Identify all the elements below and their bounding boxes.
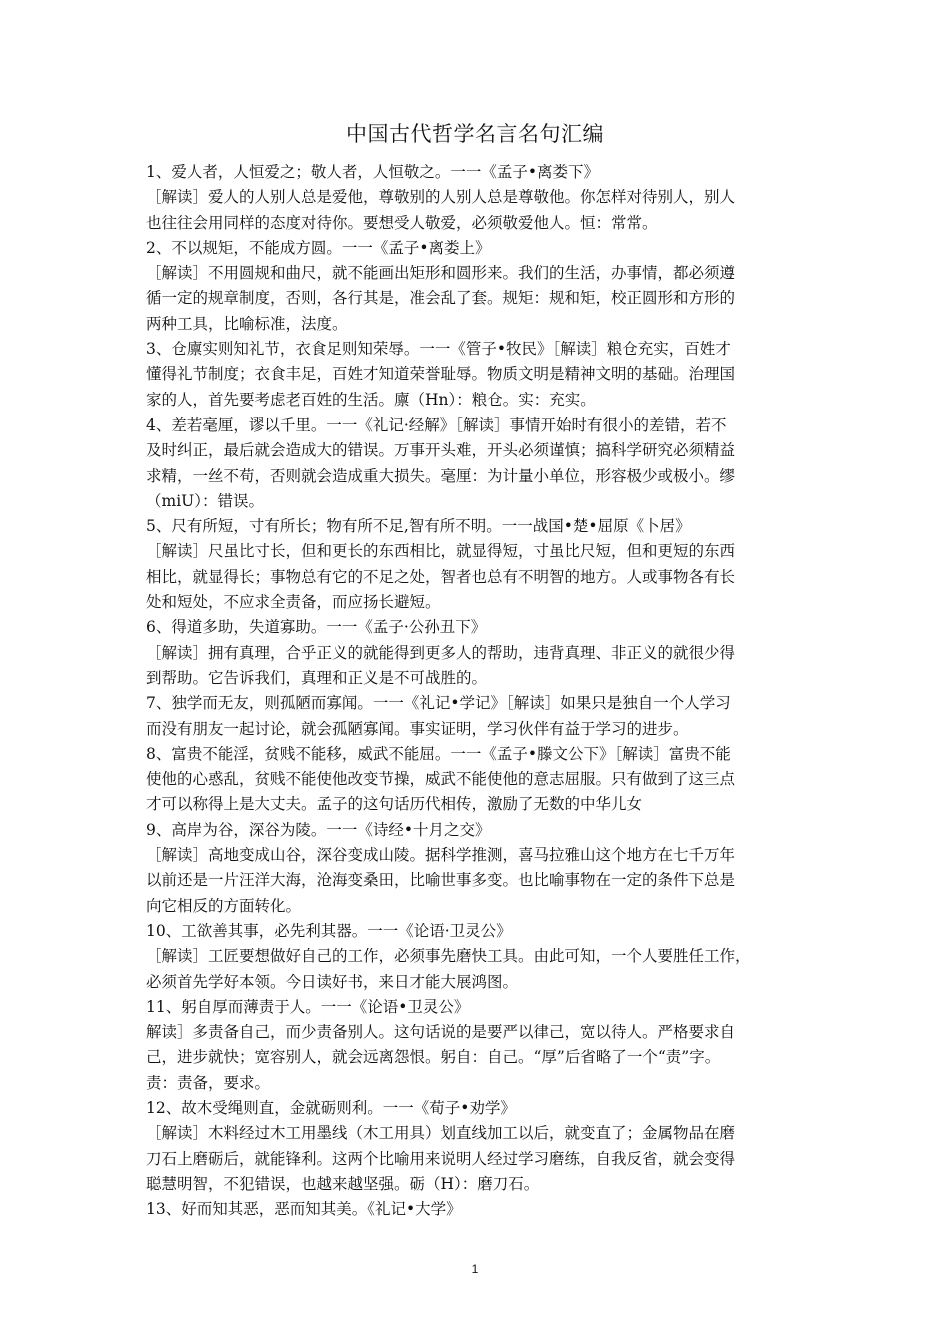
text-line: 13、好而知其恶，恶而知其美。《礼记•大学》: [146, 1200, 462, 1219]
document-body: [146, 160, 818, 1222]
text-line: 使他的心惑乱，贫贱不能使他改变节操，威武不能使他的意志屈服。只有做到了这三点: [146, 770, 736, 789]
text-line: 也往往会用同样的态度对待你。要想受人敬爱，必须敬爱他人。恒：常常。: [146, 213, 658, 232]
text-line: 责：责备，要求。: [146, 1073, 271, 1092]
text-line: 循一定的规章制度，否则，各行其是，准会乱了套。规矩：规和矩，校正圆形和方形的: [146, 289, 736, 308]
text-line: ［解读］尺虽比寸长，但和更长的东西相比，就显得短，寸虽比尺短，但和更短的东西: [146, 542, 736, 561]
text-line: 解读］多责备自己，而少责备别人。这句话说的是要严以律己，宽以待人。严格要求自: [146, 1023, 736, 1042]
text-line: 才可以称得上是大丈夫。孟子的这句话历代相传，激励了无数的中华儿女: [146, 795, 643, 814]
text-line: ［解读］木料经过木工用墨线（木工用具）划直线加工以后，就变直了；金属物品在磨: [146, 1124, 736, 1143]
text-line: 2、不以规矩，不能成方圆。一一《孟子•离娄上》: [146, 238, 491, 257]
text-line: 处和短处，不应求全责备，而应扬长避短。: [146, 593, 441, 612]
text-line: 到帮助。它告诉我们，真理和正义是不可战胜的。: [146, 668, 488, 687]
text-line: 4、差若毫厘，谬以千里。一一《礼记·经解》［解读］事情开始时有很小的差错，若不: [146, 415, 727, 434]
text-line: 7、独学而无友，则孤陋而寡闻。一一《礼记•学记》［解读］如果只是独自一个人学习: [146, 694, 731, 713]
text-line: ［解读］不用圆规和曲尺，就不能画出矩形和圆形来。我们的生活，办事情，都必须遵: [146, 264, 736, 283]
text-line: 家的人，首先要考虑老百姓的生活。廪（Hn）：粮仓。实：充实。: [146, 390, 596, 409]
text-line: ［解读］拥有真理，合乎正义的就能得到更多人的帮助，违背真理、非正义的就很少得: [146, 643, 736, 662]
text-line: 10、工欲善其事，必先利其器。一一《论语·卫灵公》: [146, 921, 512, 940]
text-line: （miU）：错误。: [146, 491, 264, 510]
text-line: 己，进步就快；宽容别人，就会远离怨恨。躬自：自己。“厚”后省略了一个“责”字。: [146, 1048, 721, 1067]
text-line: 聪慧明智，不犯错误，也越来越坚强。砺（H）：磨刀石。: [146, 1174, 540, 1193]
text-line: 以前还是一片汪洋大海，沧海变桑田，比喻世事多变。也比喻事物在一定的条件下总是: [146, 871, 736, 890]
text-line: 向它相反的方面转化。: [146, 896, 302, 915]
text-line: 3、仓廪实则知礼节，衣食足则知荣辱。一一《管子•牧民》［解读］粮仓充实，百姓才: [146, 340, 731, 359]
text-line: 相比，就显得长；事物总有它的不足之处，智者也总有不明智的地方。人或事物各有长: [146, 567, 736, 586]
text-line: 11、躬自厚而薄责于人。一一《论语•卫灵公》: [146, 997, 470, 1016]
text-line: 6、得道多助，失道寡助。一一《孟子·公孙丑下》: [146, 618, 487, 637]
text-line: 懂得礼节制度；衣食丰足，百姓才知道荣誉耻辱。物质文明是精神文明的基础。治理国: [146, 365, 736, 384]
text-line: ［解读］工匠要想做好自己的工作，必须事先磨快工具。由此可知，一个人要胜任工作，: [146, 947, 751, 966]
text-line: 而没有朋友一起讨论，就会孤陋寡闻。事实证明，学习伙伴有益于学习的进步。: [146, 719, 689, 738]
text-line: 5、尺有所短，寸有所长；物有所不足,智有所不明。一一战国•楚•屈原《卜居》: [146, 517, 691, 536]
text-line: 9、高岸为谷，深谷为陵。一一《诗经•十月之交》: [146, 820, 491, 839]
text-line: 两种工具，比喻标准，法度。: [146, 314, 348, 333]
text-line: 12、故木受绳则直，金就砺则利。一一《荀子•劝学》: [146, 1098, 516, 1117]
text-line: 及时纠正，最后就会造成大的错误。万事开头难，开头必须谨慎；搞科学研究必须精益: [146, 441, 736, 460]
text-line: 求精，一丝不苟，否则就会造成重大损失。毫厘：为计量小单位，形容极少或极小。缪: [146, 466, 736, 485]
text-line: 1、爱人者，人恒爱之；敬人者，人恒敬之。一一《孟子•离娄下》: [146, 163, 600, 181]
text-line: 必须首先学好本领。今日读好书，来日才能大展鸿图。: [146, 972, 519, 991]
text-line: 刀石上磨砺后，就能锋利。这两个比喻用来说明人经过学习磨练，自我反省，就会变得: [146, 1149, 736, 1168]
document-title: 中国古代哲学名言名句汇编: [346, 122, 604, 146]
text-line: 8、富贵不能淫，贫贱不能移，威武不能屈。一一《孟子•滕文公下》［解读］富贵不能: [146, 744, 731, 763]
text-line: ［解读］爱人的人别人总是爱他，尊敬别的人别人总是尊敬他。你怎样对待别人，别人: [146, 188, 736, 207]
page-number: 1: [471, 1262, 479, 1276]
text-line: ［解读］高地变成山谷，深谷变成山陵。据科学推测，喜马拉雅山这个地方在七千万年: [146, 846, 736, 865]
